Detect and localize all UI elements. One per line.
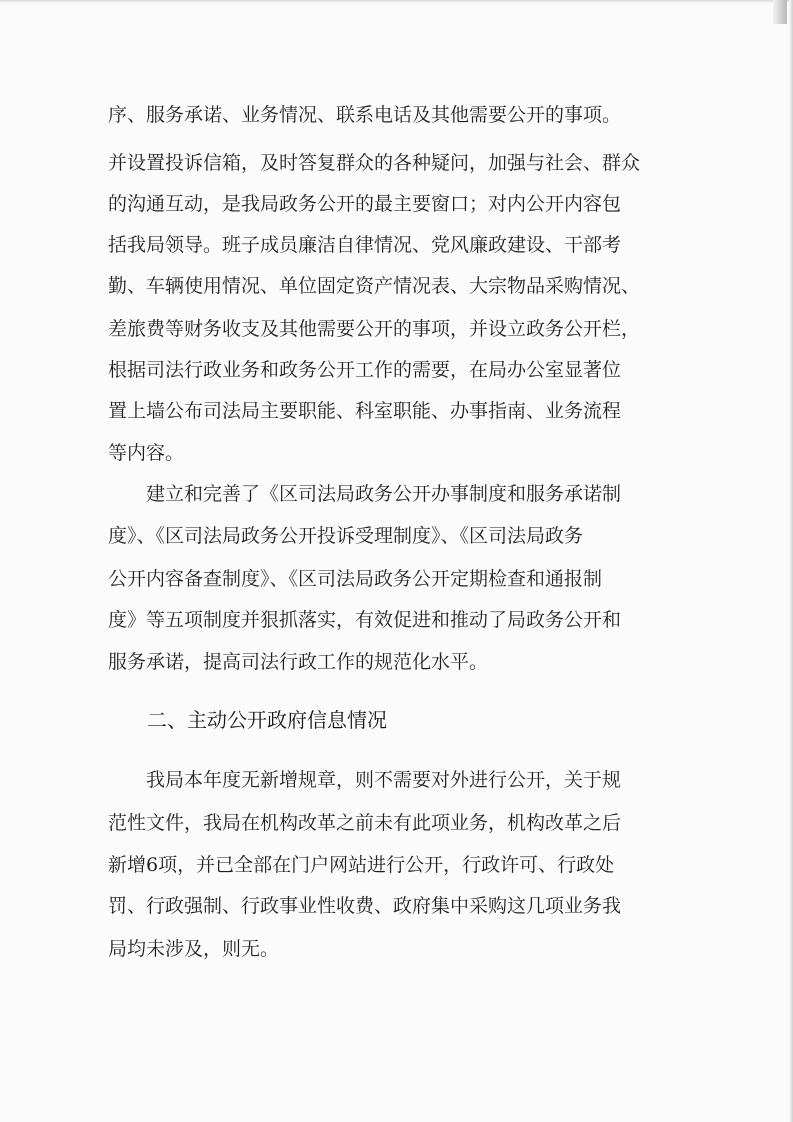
text-line-5: 勤、车辆使用情况、单位固定资产情况表、大宗物品采购情况、 [108,275,641,297]
text-line-11: 度》、《区司法局政务公开投诉受理制度》、《区司法局政务 [108,525,584,547]
text-line-3: 的沟通互动，是我局政务公开的最主要窗口；对内公开内容包 [108,193,622,215]
text-line-19: 局均未涉及，则无。 [108,938,280,960]
text-line-15: 我局本年度无新增规章，则不需要对外进行公开，关于规 [146,769,622,791]
text-line-8: 置上墙公布司法局主要职能、科室职能、办事指南、业务流程 [108,400,622,422]
text-line-1: 序、服务承诺、业务情况、联系电话及其他需要公开的事项。 [108,104,622,126]
text-line-16: 范性文件，我局在机构改革之前未有此项业务，机构改革之后 [108,812,622,834]
scan-edge-top [0,0,793,3]
scan-edge-right [789,0,793,1122]
text-line-18: 罚、行政强制、行政事业性收费、政府集中采购这几项业务我 [108,895,622,917]
text-line-2: 并设置投诉信箱，及时答复群众的各种疑问，加强与社会、群众 [108,152,641,174]
text-line-9: 等内容。 [108,442,185,464]
text-line-4: 括我局领导。班子成员廉洁自律情况、党风廉政建设、干部考 [108,234,622,256]
scan-corner-mark [773,0,787,24]
section-heading: 二、主动公开政府信息情况 [147,708,387,732]
text-line-12: 公开内容备查制度》、《区司法局政务公开定期检查和通报制 [108,568,603,590]
text-line-6: 差旅费等财务收支及其他需要公开的事项，并设立政务公开栏， [108,318,641,340]
text-line-7: 根据司法行政业务和政务公开工作的需要，在局办公室显著位 [108,359,622,381]
text-line-10: 建立和完善了《区司法局政务公开办事制度和服务承诺制 [146,483,622,505]
text-line-13: 度》等五项制度并狠抓落实，有效促进和推动了局政务公开和 [108,609,622,631]
text-line-14: 服务承诺，提高司法行政工作的规范化水平。 [108,651,489,673]
text-line-17: 新增6项，并已全部在门户网站进行公开，行政许可、行政处 [108,854,615,876]
